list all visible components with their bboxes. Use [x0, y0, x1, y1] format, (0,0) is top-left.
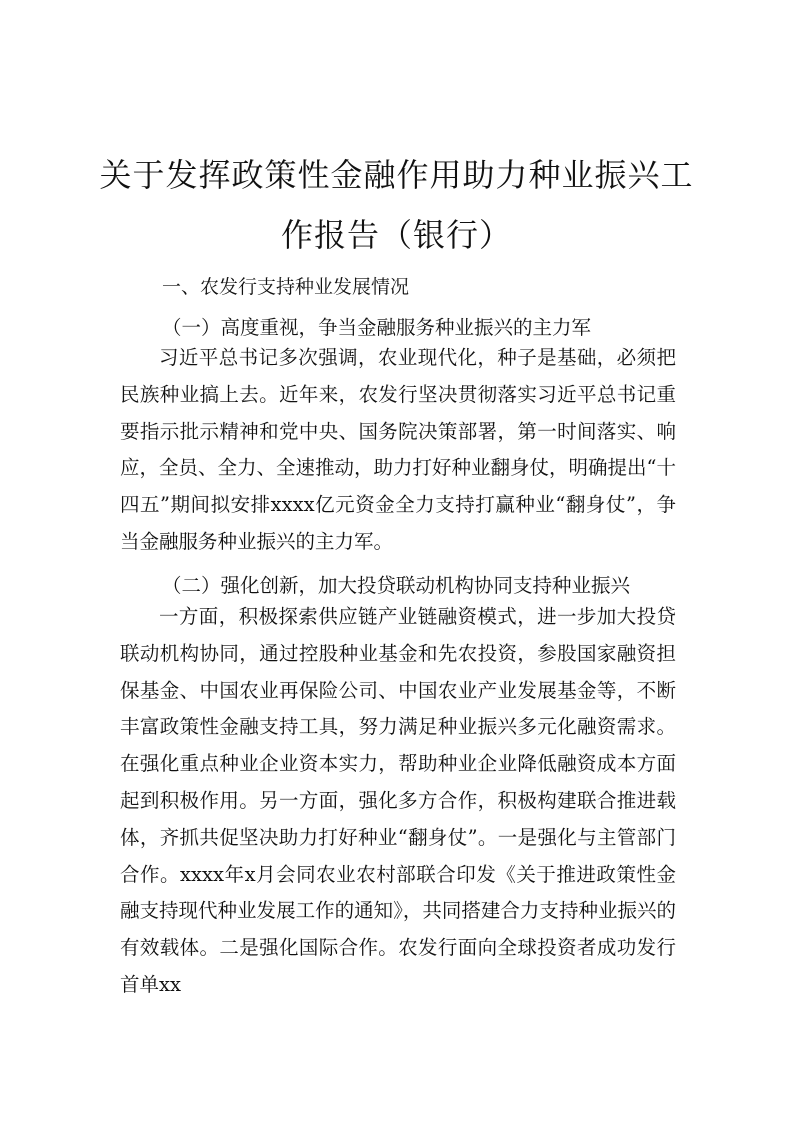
section-heading-1: 一、农发行支持种业发展情况: [162, 276, 410, 298]
subsection-heading-2: （二）强化创新，加大投贷联动机构协同支持种业振兴: [162, 574, 631, 597]
body-paragraph-2: 一方面，积极探索供应链产业链融资模式，进一步加大投贷联动机构协同，通过控股种业基金和先农投资，参股国家融资担保基金、中国农业再保险公司、中国农业产业发展基金等，不断丰富政策性金融支持工具，努力满足种业振兴多元化融资需求。在强化重点种业企业资本实力，帮助种业企业降低融资成本方面起到积极作用。另一方面，强化多方合作，积极构建联合推进载体，齐抓共促坚决助力打好种业“翻身仗”。一是强化与主管部门合作。xxxx年x月会同农业农村部联合印发《关于推进政策性金融支持现代种业发展工作的通知》，共同搭建合力支持种业振兴的有效载体。二是强化国际合作。农发行面向全球投资者成功发行首单xx: [120, 605, 676, 996]
body-paragraph-1: 习近平总书记多次强调，农业现代化，种子是基础，必须把民族种业搞上去。近年来，农发行坚决贯彻落实习近平总书记重要指示批示精神和党中央、国务院决策部署，第一时间落实、响应，全员、全力、全速推动，助力打好种业翻身仗，明确提出“十四五”期间拟安排xxxx亿元资金全力支持打赢种业“翻身仗”，争当金融服务种业振兴的主力军。: [120, 346, 676, 553]
document-title-line-1: 关于发挥政策性金融作用助力种业振兴工: [99, 156, 694, 194]
document-title-line-2: 作报告（银行）: [280, 216, 512, 254]
subsection-heading-1: （一）高度重视，争当金融服务种业振兴的主力军: [162, 316, 592, 339]
